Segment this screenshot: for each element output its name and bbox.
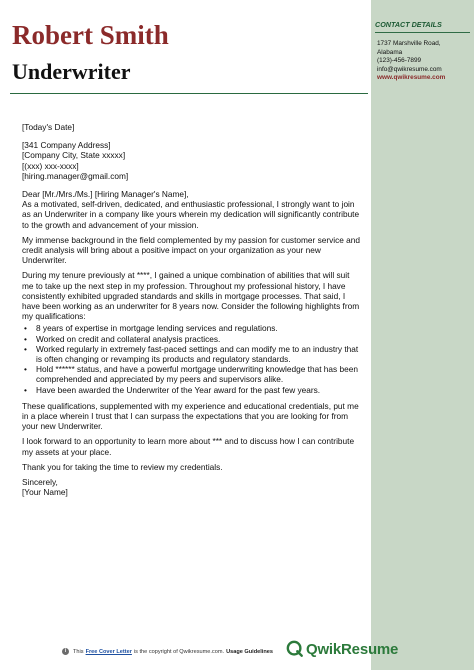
qwikresume-logo[interactable]: [286, 640, 398, 658]
closing: Sincerely,: [22, 477, 58, 488]
paragraph-followup: I look forward to an opportunity to learn more about *** and to discuss how I can contribute my assets at your place.: [22, 436, 355, 457]
contact-address-line1: 1737 Marshville Road,: [377, 40, 441, 47]
qwikresume-logo-icon: [286, 640, 304, 658]
qualification-item: • 8 years of expertise in mortgage lending services and regulations.: [22, 323, 362, 333]
copyright-footer: [62, 648, 273, 655]
qualification-item: • Have been awarded the Underwriter of the Year award for the past few years.: [22, 385, 362, 395]
contact-email[interactable]: info@qwikresume.com: [377, 65, 442, 73]
applicant-role: Underwriter: [12, 59, 131, 84]
qualification-item: • Worked on credit and collateral analysis practices.: [22, 334, 362, 344]
paragraph-intro: As a motivated, self-driven, dedicated, and enthusiastic professional, I strongly want to join as an Underwriter in a company like yours wherein my dedication will significantly contribute to the growth and advancement of your mission.: [22, 199, 360, 230]
sidebar-divider: [375, 32, 470, 33]
salutation: Dear [Mr./Mrs./Ms.] [Hiring Manager's Name],: [22, 189, 189, 200]
contact-website[interactable]: www.qwikresume.com: [377, 74, 446, 82]
paragraph-background: My immense background in the field complemented by my passion for customer service and credit analysis will bring about a positive impact on your organization as your new Underwriter.: [22, 234, 361, 266]
footer-copyright-text: is the copyright of Qwikresume.com.: [133, 648, 225, 655]
qualifications-list: [22, 323, 362, 394]
footer-prefix: This: [73, 648, 84, 655]
applicant-name: Robert Smith: [12, 20, 169, 50]
paragraph-thanks: Thank you for taking the time to review my credentials.: [22, 461, 223, 472]
recipient-line: [hiring.manager@gmail.com]: [22, 170, 129, 181]
free-cover-letter-link[interactable]: Free Cover Letter: [85, 648, 132, 655]
contact-info: [377, 40, 471, 83]
contact-phone: (123)-456-7899: [377, 57, 422, 65]
info-icon: i: [62, 648, 69, 655]
letter-date: [Today's Date]: [22, 122, 75, 132]
paragraph-summary: These qualifications, supplemented with my experience and educational credentials, put me in a place wherein I trust that I can surpass the expectations that you are looking for from your new Underwriter.: [22, 400, 359, 432]
recipient-line: [Company City, State xxxxx]: [22, 150, 126, 161]
paragraph-tenure: During my tenure previously at ****, I gained a unique combination of abilities that will suit me to take up the next step in my profession. Throughout my professional history, I have consistently exhibited upgraded standards and skills in mortgage processes. That said, I have been working as an underwriter for 8 years now. Consider the following highlights from my qualifications:: [22, 270, 360, 322]
qualification-item: • Worked regularly in extremely fast-paced settings and can modify me to an industry that is often changing or revamping its products and regulatory standards.: [22, 344, 362, 364]
recipient-line: [(xxx) xxx-xxxx]: [22, 160, 79, 171]
recipient-line: [341 Company Address]: [22, 140, 111, 151]
qwikresume-logo-text: QwikResume: [306, 640, 399, 658]
header-divider: [10, 93, 368, 94]
contact-sidebar: [371, 0, 474, 670]
signature-name: [Your Name]: [22, 487, 68, 498]
spacer: [22, 132, 362, 140]
usage-guidelines-link[interactable]: Usage Guidelines: [226, 648, 274, 655]
contact-address-line2: Alabama: [377, 48, 403, 56]
contact-details-heading: CONTACT DETAILS: [375, 20, 442, 29]
qualification-item: • Hold ****** status, and have a powerful mortgage underwriting knowledge that has been comprehended and appreciated by my peers and supervisors alike.: [22, 364, 362, 384]
spacer: [22, 181, 362, 189]
letter-body: [22, 122, 362, 498]
